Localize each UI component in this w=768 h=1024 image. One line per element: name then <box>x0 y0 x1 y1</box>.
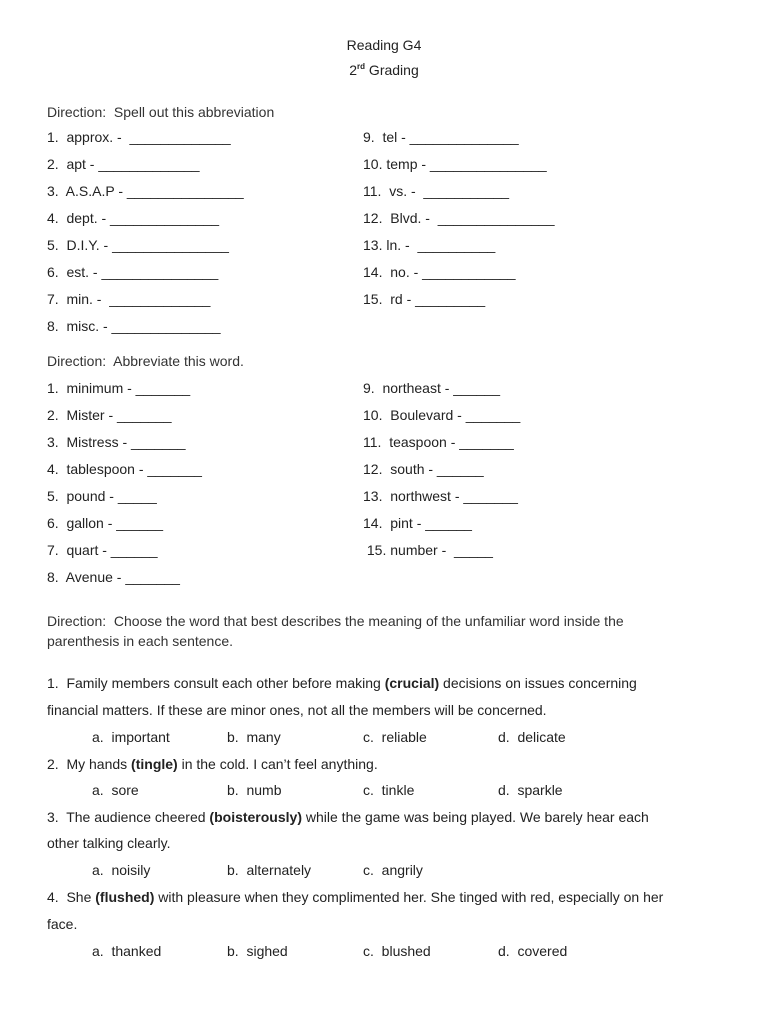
choice-b: b. sighed <box>227 943 288 959</box>
grading-heading <box>0 62 768 78</box>
choice-a: a. important <box>92 729 170 745</box>
question-1-post: decisions on issues concerning <box>439 675 637 691</box>
list-item: 4. dept. - ______________ <box>47 210 220 226</box>
question-4 <box>47 889 663 905</box>
question-2-word: (tingle) <box>131 756 178 772</box>
choice-d: d. covered <box>498 943 568 959</box>
list-item: 1. approx. - _____________ <box>47 129 231 145</box>
list-item: 2. Mister - _______ <box>47 407 172 423</box>
list-item: 5. pound - _____ <box>47 488 157 504</box>
choice-c: c. tinkle <box>363 782 415 798</box>
choice-b: b. numb <box>227 782 282 798</box>
list-item: 14. pint - ______ <box>363 515 472 531</box>
list-item: 9. tel - ______________ <box>363 129 519 145</box>
choice-b: b. many <box>227 729 281 745</box>
list-item: 3. Mistress - _______ <box>47 434 186 450</box>
question-3-pre: 3. The audience cheered <box>47 809 210 825</box>
question-1-word: (crucial) <box>384 675 440 691</box>
question-4-word: (flushed) <box>95 889 155 905</box>
section1-direction: Direction: Spell out this abbreviation <box>47 104 275 120</box>
list-item: 11. vs. - ___________ <box>363 183 510 199</box>
choice-d: d. sparkle <box>498 782 563 798</box>
question-3-word: (boisterously) <box>209 809 302 825</box>
grading-word: Grading <box>365 62 419 78</box>
choice-a: a. thanked <box>92 943 162 959</box>
question-2 <box>47 756 378 772</box>
question-3-post: while the game was being played. We barely hear each <box>302 809 649 825</box>
list-item: 6. gallon - ______ <box>47 515 163 531</box>
choice-c: c. angrily <box>363 862 423 878</box>
grading-number: 2 <box>349 62 358 78</box>
question-1 <box>47 675 637 691</box>
list-item: 1. minimum - _______ <box>47 380 191 396</box>
question-2-pre: 2. My hands <box>47 756 132 772</box>
question-1-pre: 1. Family members consult each other before making <box>47 675 385 691</box>
question-4-pre: 4. She <box>47 889 96 905</box>
list-item: 12. south - ______ <box>363 461 484 477</box>
choice-c: c. reliable <box>363 729 427 745</box>
list-item: 2. apt - _____________ <box>47 156 200 172</box>
document-title: Reading G4 <box>346 37 422 53</box>
choice-b: b. alternately <box>227 862 312 878</box>
section3-direction-line2: parenthesis in each sentence. <box>47 633 234 649</box>
list-item: 6. est. - _______________ <box>47 264 219 280</box>
list-item: 8. Avenue - _______ <box>47 569 180 585</box>
list-item: 15. number - _____ <box>363 542 493 558</box>
list-item: 5. D.I.Y. - _______________ <box>47 237 229 253</box>
grading-ordinal: rd <box>357 62 366 71</box>
list-item: 11. teaspoon - _______ <box>363 434 514 450</box>
list-item: 10. temp - _______________ <box>363 156 547 172</box>
list-item: 13. ln. - __________ <box>363 237 496 253</box>
list-item: 13. northwest - _______ <box>363 488 518 504</box>
choice-d: d. delicate <box>498 729 566 745</box>
section3-direction-line1: Direction: Choose the word that best describes the meaning of the unfamiliar word inside the <box>47 613 624 629</box>
choice-a: a. noisily <box>92 862 151 878</box>
list-item: 8. misc. - ______________ <box>47 318 221 334</box>
section2-direction: Direction: Abbreviate this word. <box>47 353 244 369</box>
question-2-post: in the cold. I can’t feel anything. <box>177 756 378 772</box>
question-3 <box>47 809 649 825</box>
list-item: 4. tablespoon - _______ <box>47 461 202 477</box>
list-item: 15. rd - _________ <box>363 291 486 307</box>
list-item: 14. no. - ____________ <box>363 264 516 280</box>
question-3-line2: other talking clearly. <box>47 835 171 851</box>
list-item: 7. quart - ______ <box>47 542 158 558</box>
question-4-post: with pleasure when they complimented her. She tinged with red, especially on her <box>154 889 664 905</box>
list-item: 12. Blvd. - _______________ <box>363 210 555 226</box>
list-item: 9. northeast - ______ <box>363 380 500 396</box>
question-4-line2: face. <box>47 916 78 932</box>
choice-c: c. blushed <box>363 943 431 959</box>
choice-a: a. sore <box>92 782 139 798</box>
list-item: 7. min. - _____________ <box>47 291 211 307</box>
list-item: 10. Boulevard - _______ <box>363 407 521 423</box>
question-1-line2: financial matters. If these are minor ones, not all the members will be concerned. <box>47 702 547 718</box>
list-item: 3. A.S.A.P - _______________ <box>47 183 244 199</box>
